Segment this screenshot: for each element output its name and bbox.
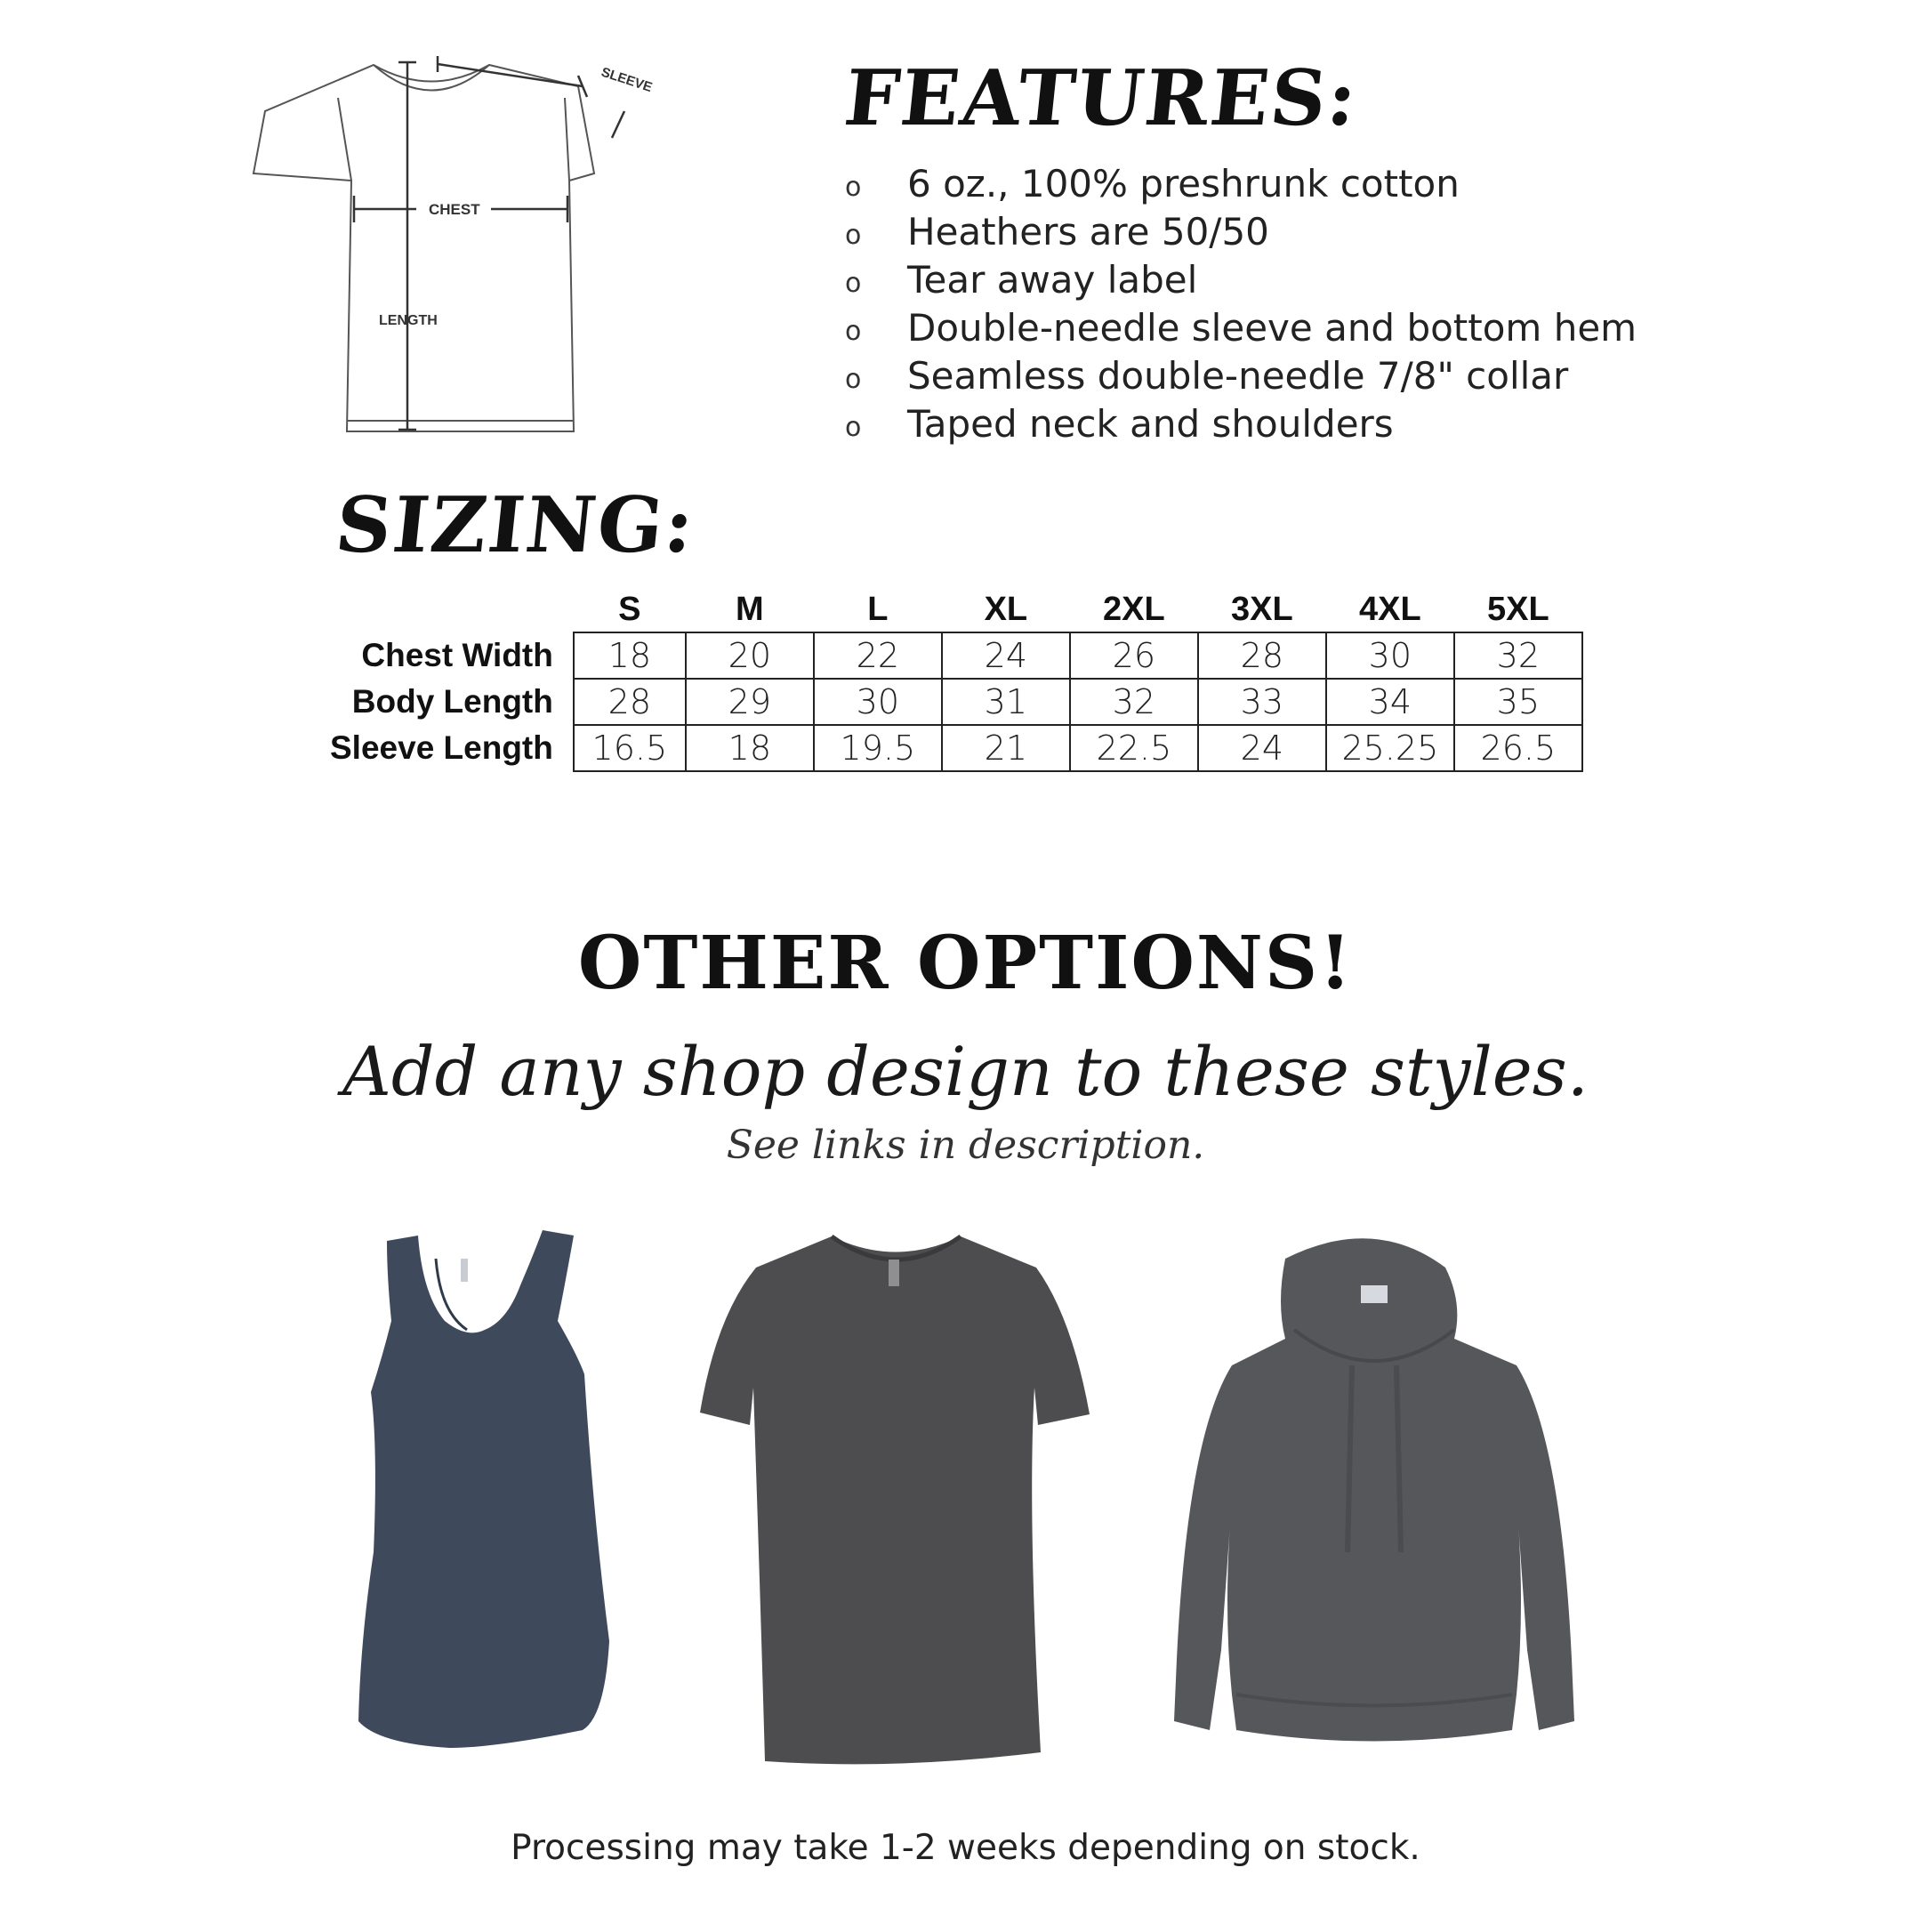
size-header: 2XL — [1103, 590, 1165, 628]
racerback-tank-image — [351, 1223, 618, 1757]
bullet: o — [845, 172, 862, 203]
length-label: LENGTH — [379, 313, 438, 328]
chest-label: CHEST — [429, 201, 480, 218]
row-label: Chest Width — [361, 637, 553, 673]
size-header: 3XL — [1231, 590, 1293, 628]
table-cell: 29 — [686, 679, 814, 725]
feature-item — [845, 304, 1637, 352]
table-cell: 16.5 — [574, 725, 686, 771]
size-header: S — [618, 590, 641, 628]
table-cell: 18 — [574, 632, 686, 679]
table-cell: 18 — [686, 725, 814, 771]
bullet: o — [845, 220, 862, 251]
row-label: Sleeve Length — [330, 729, 553, 766]
feature-text: Heathers are 50/50 — [907, 210, 1269, 254]
table-cell: 32 — [1454, 632, 1582, 679]
table-row — [329, 632, 1582, 679]
table-row — [329, 725, 1582, 771]
sizing-title: SIZING: — [331, 480, 700, 570]
features-title: FEATURES: — [840, 53, 1363, 143]
table-cell: 19.5 — [814, 725, 942, 771]
table-cell: 26.5 — [1454, 725, 1582, 771]
bullet: o — [845, 268, 862, 299]
feature-text: Seamless double-needle 7/8" collar — [907, 354, 1569, 398]
table-cell: 30 — [1326, 632, 1454, 679]
sleeve-label: SLEEVE — [599, 64, 655, 96]
row-label: Body Length — [351, 683, 553, 720]
size-chart-table — [329, 587, 1583, 772]
table-row — [329, 679, 1582, 725]
feature-text: Double-needle sleeve and bottom hem — [907, 306, 1637, 350]
table-cell: 26 — [1070, 632, 1198, 679]
table-cell: 25.25 — [1326, 725, 1454, 771]
table-cell: 35 — [1454, 679, 1582, 725]
features-list — [845, 160, 1637, 448]
feature-text: 6 oz., 100% preshrunk cotton — [907, 162, 1460, 205]
table-cell: 34 — [1326, 679, 1454, 725]
bullet: o — [845, 364, 862, 395]
other-options-title: OTHER OPTIONS! — [577, 921, 1354, 1006]
tee-body — [700, 1236, 1090, 1764]
table-corner — [329, 587, 574, 632]
feature-text: Taped neck and shoulders — [907, 402, 1394, 446]
feature-item — [845, 400, 1637, 448]
processing-note: Processing may take 1-2 weeks depending on stock. — [511, 1828, 1420, 1868]
feature-item — [845, 160, 1637, 208]
table-cell: 22.5 — [1070, 725, 1198, 771]
tank-body — [358, 1230, 609, 1748]
other-options-subtitle: Add any shop design to these styles. — [342, 1032, 1589, 1111]
feature-item — [845, 208, 1637, 256]
feature-text: Tear away label — [907, 258, 1198, 302]
bullet: o — [845, 316, 862, 347]
feature-item — [845, 256, 1637, 304]
size-header-row — [329, 587, 1582, 632]
size-header: M — [736, 590, 764, 628]
bullet: o — [845, 412, 862, 443]
description-note: See links in description. — [726, 1123, 1205, 1168]
size-header: XL — [984, 590, 1028, 628]
table-cell: 24 — [942, 632, 1070, 679]
size-header: 4XL — [1359, 590, 1421, 628]
hoodie-body — [1174, 1238, 1574, 1741]
womens-tee-image — [698, 1228, 1094, 1770]
hoodie-image — [1161, 1232, 1583, 1757]
table-cell: 28 — [1198, 632, 1326, 679]
table-cell: 31 — [942, 679, 1070, 725]
table-cell: 32 — [1070, 679, 1198, 725]
size-header: L — [867, 590, 889, 628]
table-cell: 30 — [814, 679, 942, 725]
tshirt-measurement-diagram — [240, 49, 685, 449]
table-cell: 21 — [942, 725, 1070, 771]
table-cell: 24 — [1198, 725, 1326, 771]
table-cell: 33 — [1198, 679, 1326, 725]
feature-item — [845, 352, 1637, 400]
table-cell: 22 — [814, 632, 942, 679]
table-cell: 20 — [686, 632, 814, 679]
size-header: 5XL — [1487, 590, 1549, 628]
table-cell: 28 — [574, 679, 686, 725]
